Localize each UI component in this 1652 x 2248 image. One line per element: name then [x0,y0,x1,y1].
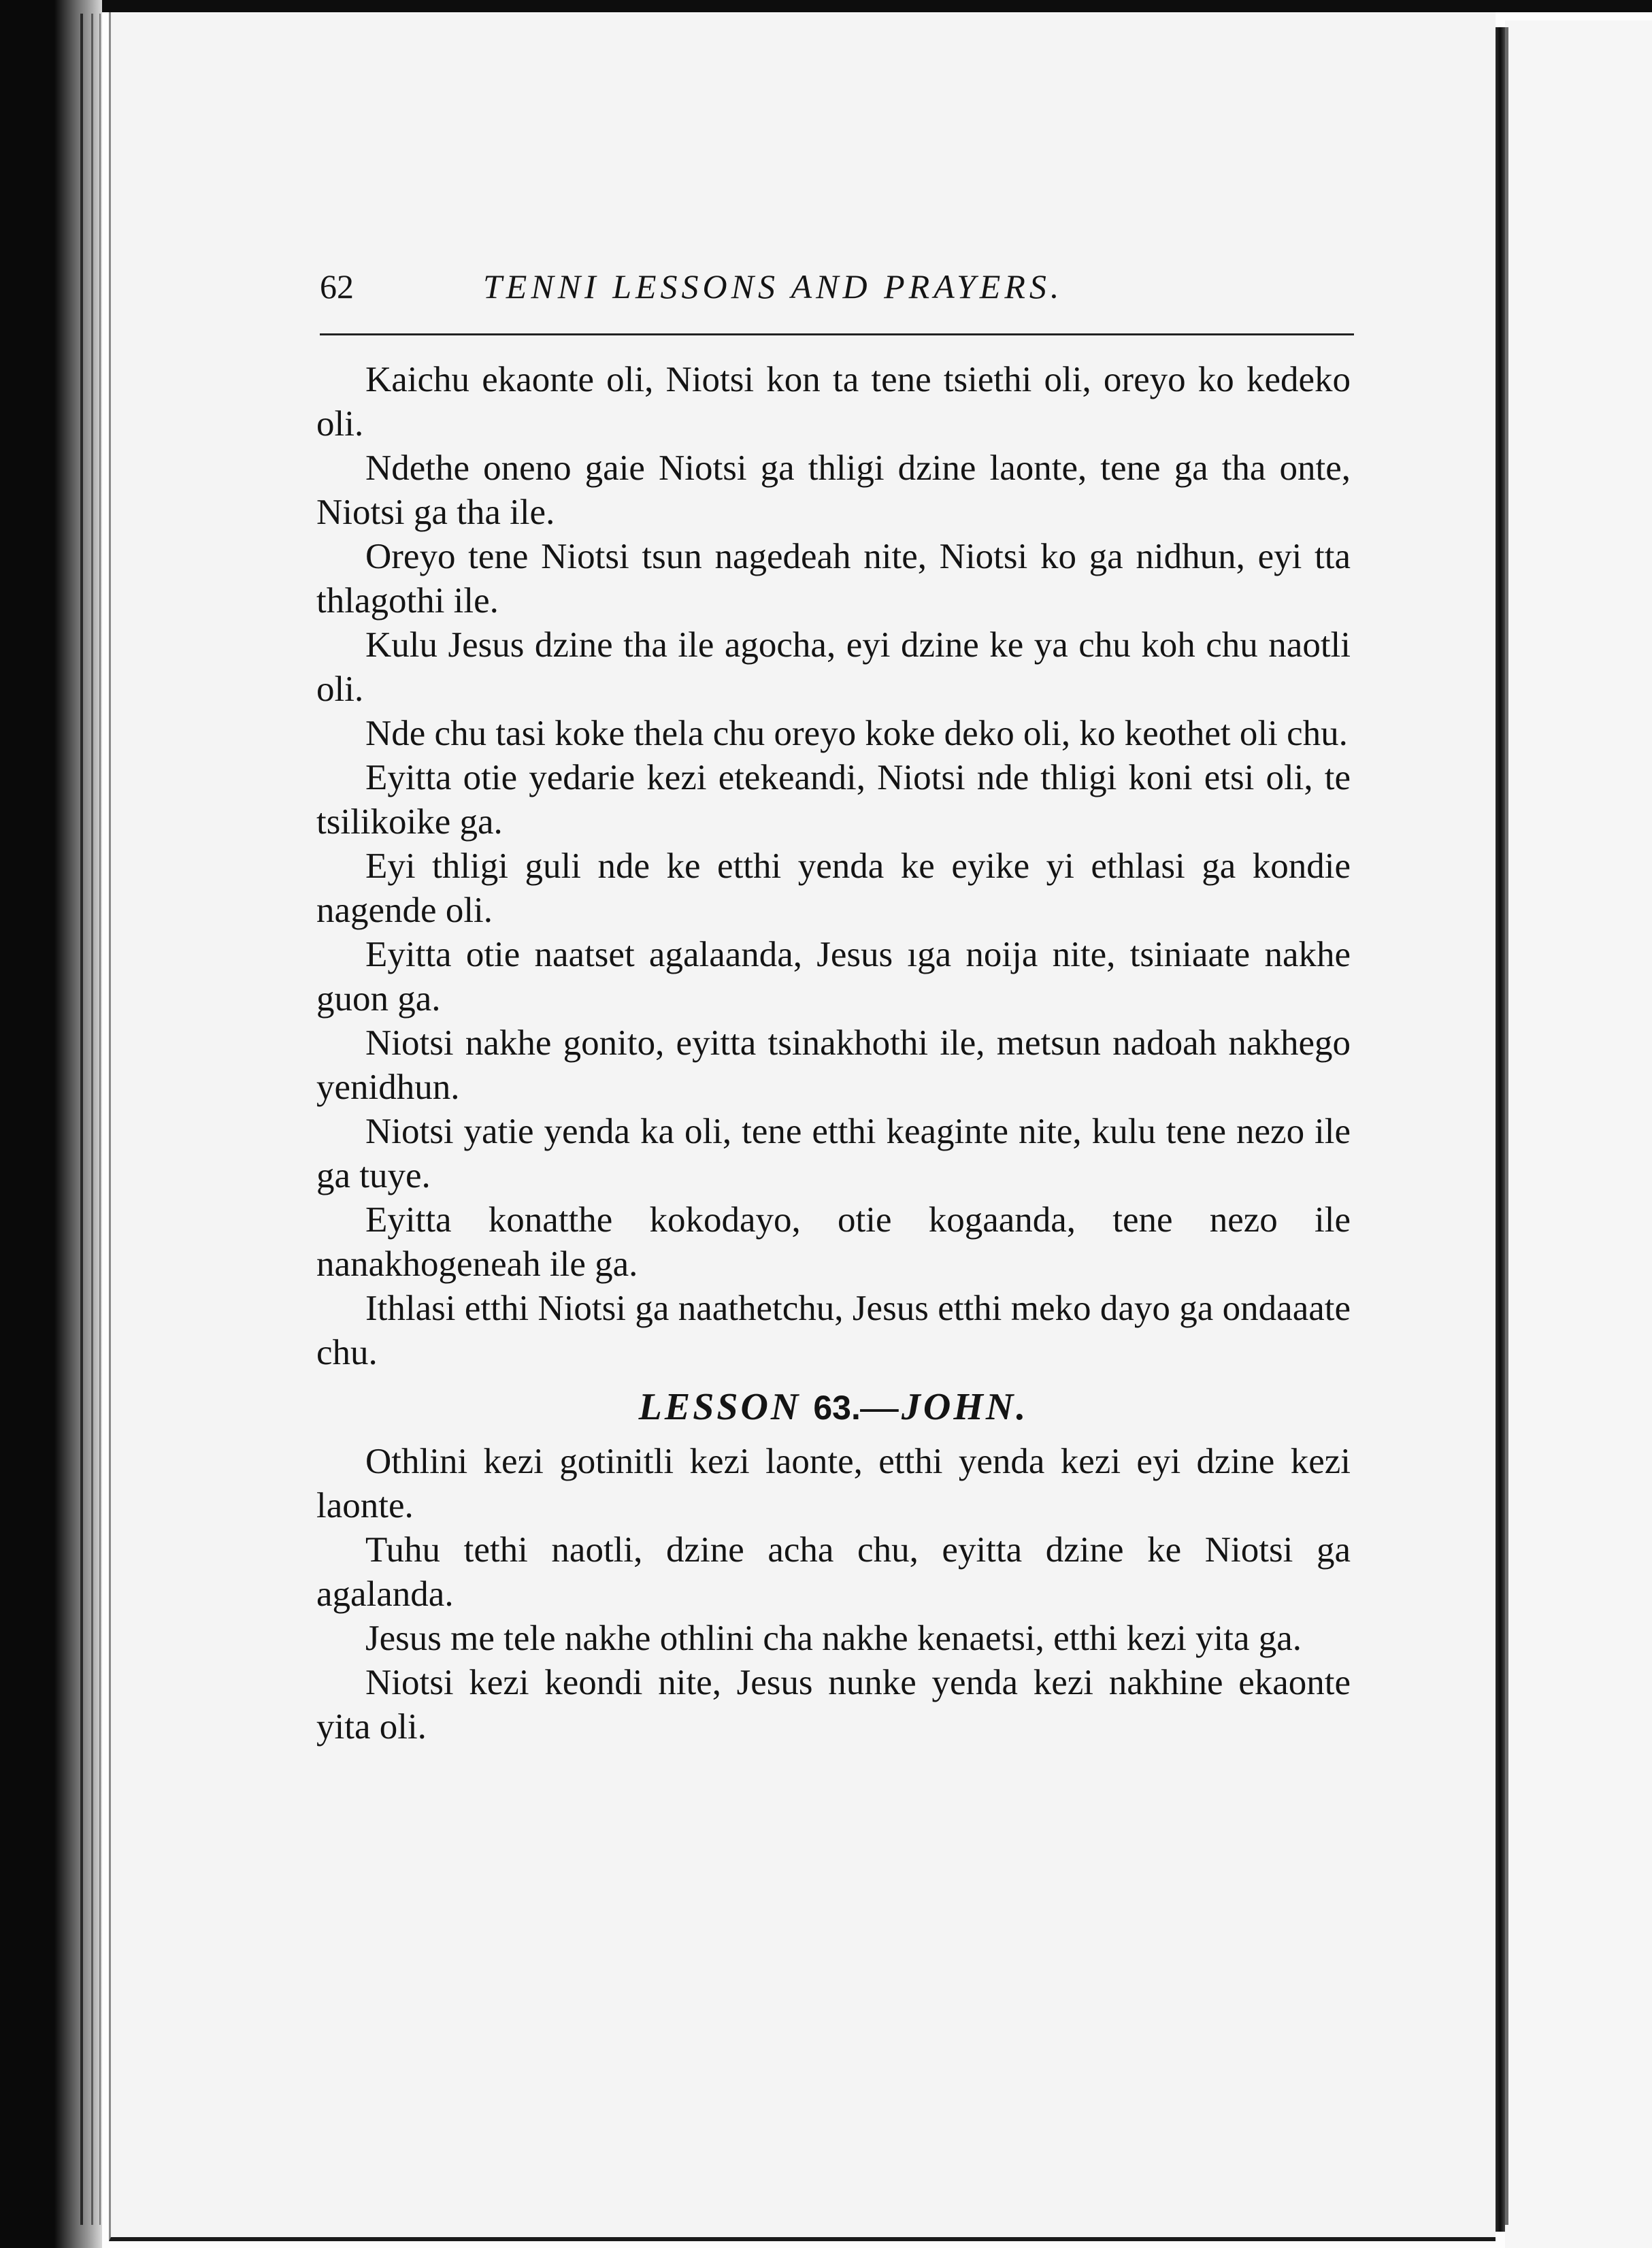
header-rule [320,333,1354,335]
paragraph: Kulu Jesus dzine tha ile agocha, eyi dzine ke ya chu koh chu naotli oli. [316,625,1351,709]
paragraph: Niotsi kezi keondi nite, Jesus nunke yenda kezi nakhine ekaonte yita oli. [316,1663,1351,1747]
lesson-heading [316,1381,1351,1434]
scan-border-top [0,0,1652,12]
running-header [320,267,1361,308]
spine-line [91,14,93,2225]
running-title: TENNI LESSONS AND PRAYERS. [483,267,1063,305]
lesson-heading-number: 63. [813,1389,861,1427]
paragraph: Eyi thligi guli nde ke etthi yenda ke eyike yi ethlasi ga kondie nagende oli. [316,846,1351,930]
paragraph: Ithlasi etthi Niotsi ga naathetchu, Jesus etthi meko dayo ga ondaaate chu. [316,1289,1351,1372]
paragraph: Eyitta otie naatset agalaanda, Jesus ıga noija nite, tsiniaate nakhe guon ga. [316,935,1351,1019]
page-number: 62 [320,267,354,305]
page-gutter [1496,27,1505,2232]
paragraph: Niotsi yatie yenda ka oli, tene etthi keaginte nite, kulu tene nezo ile ga tuye. [316,1112,1351,1195]
paragraph: Othlini kezi gotinitli kezi laonte, etthi yenda kezi eyi dzine kezi laonte. [316,1442,1351,1525]
spine-line [80,14,83,2225]
paragraph: Eyitta otie yedarie kezi etekeandi, Niotsi nde thligi koni etsi oli, te tsilikoike ga. [316,758,1351,842]
paragraph: Niotsi nakhe gonito, eyitta tsinakhothi ile, metsun nadoah nakhego yenidhun. [316,1023,1351,1107]
paragraph: Tuhu tethi naotli, dzine acha chu, eyitta dzine ke Niotsi ga agalanda. [316,1530,1351,1614]
facing-page [1505,20,1652,2248]
paragraph: Nde chu tasi koke thela chu oreyo koke deko oli, ko keothet oli chu. [365,714,1348,753]
paragraph: Oreyo tene Niotsi tsun nagedeah nite, Niotsi ko ga nidhun, eyi tta thlagothi ile. [316,537,1351,621]
lesson-heading-name: —JOHN. [860,1386,1029,1428]
paragraph: Ndethe oneno gaie Niotsi ga thligi dzine laonte, tene ga tha onte, Niotsi ga tha ile. [316,448,1351,532]
spine-line [99,14,101,2225]
facing-page-edge [1505,27,1508,2225]
lesson-heading-prefix: LESSON [638,1386,802,1428]
paragraph: Eyitta konatthe kokodayo, otie kogaanda, tene nezo ile nanakhogeneah ile ga. [316,1200,1351,1284]
body-text [316,358,1351,1749]
paragraph: Jesus me tele nakhe othlini cha nakhe kenaetsi, etthi kezi yita ga. [365,1619,1302,1658]
paragraph: Kaichu ekaonte oli, Niotsi kon ta tene tsiethi oli, oreyo ko kedeko oli. [316,360,1351,444]
book-spine [0,0,102,2248]
